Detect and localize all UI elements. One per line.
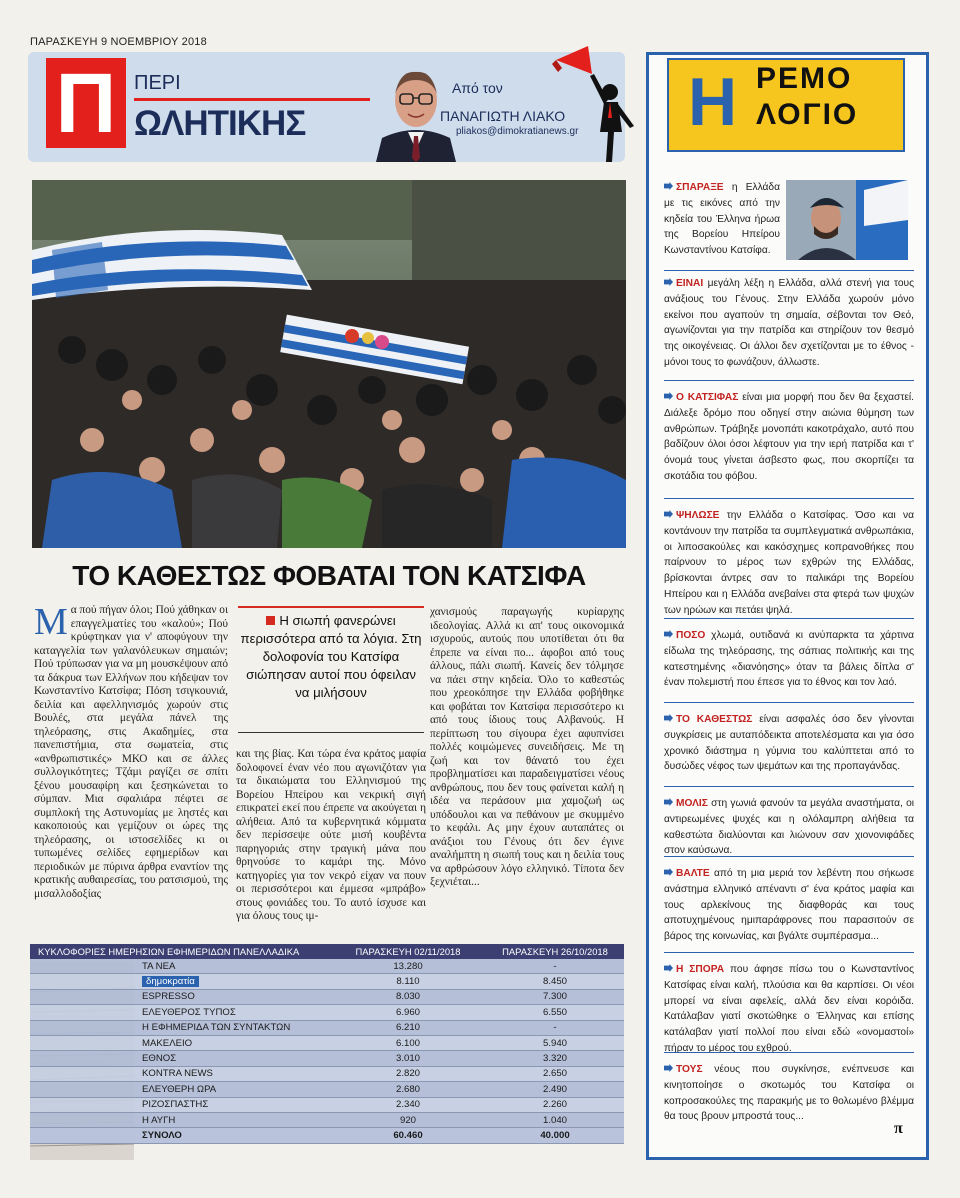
sidebar-item-text: από τη μια μεριά τον λεβέντη που σήκωσε ανάστημα ελληνικό απέναντι σ' ένα κράτος μαφία και τους αρλεκίνους της διαφθοράς και τους αποτυχημένους ημιπαράφρονες που παρασιτούν σε βάρος της κοινωνίας, και βγάλτε συμπέρασμα... [664,868,914,943]
table-title: ΚΥΚΛΟΦΟΡΙΕΣ ΗΜΕΡΗΣΙΩΝ ΕΦΗΜΕΡΙΔΩΝ ΠΑΝΕΛΛΑΔΙΚΑ [30,944,330,959]
table-cell-value-a: 8.030 [330,989,486,1004]
sidebar-divider [664,270,914,271]
pull-quote-text: Η σιωπή φανερώνει περισσότερα από τα λόγια. Στη δολοφονία του Κατσίφα σιώπησαν αυτοί που όφειλαν να μιλήσουν [240,613,422,700]
sidebar-divider [664,1052,914,1053]
sidebar-item-text: την Ελλάδα ο Κατσίφας. Όσο και να κοντάνουν την πατρίδα τα συμπλεγματικά ανθρωπάκια, οι λιποσακούλες και κακόσχημες κοπρανοθήκες που παίρνουν το μέρος των εχθρών της Ελλάδας, βρίσκονται άντρες σαν το παλικάρι της Βορείου Ηπείρου και η Ελλάδα ανεβαίνει στα φτερά των ψυχών των ηρώων και πετάει ψηλά. [664,510,914,616]
column-title-line2: ΩΛΗΤΙΚΗΣ [134,104,306,143]
table-row [30,989,624,1004]
table-cell-name: KONTRA NEWS [30,1066,330,1081]
table-row [30,1020,624,1035]
table-cell-value-a: 2.820 [330,1066,486,1081]
column-email[interactable]: pliakos@dimokratianews.gr [456,126,579,137]
table-cell-name: Η ΕΦΗΜΕΡΙΔΑ ΤΩΝ ΣΥΝΤΑΚΤΩΝ [30,1020,330,1035]
table-total-row [30,1128,624,1143]
table-cell-value-b: 8.450 [486,974,624,989]
table-row [30,1082,624,1097]
table-row [30,1066,624,1081]
sidebar-title-line2: ΛΟΓΙΟ [756,98,859,131]
table-header-row [30,944,624,959]
sidebar-item-text: είναι μια μορφή που δεν θα ξεχαστεί. Διάλεξε δρόμο που οδηγεί στην αιώνια θύμηση των ανθρώπων. Τράβηξε μονοπάτι κακοτράχαλο, αυτό που βαδίζουν όλοι όσοι λέφτουν για την ιερή πατρίδα και τ' όνομά τους γίνεται άσβεστο φως, που σκορπίζει τα σκοτάδια του φόβου. [664,392,914,482]
sidebar-item [664,390,914,485]
table-row [30,1051,624,1066]
table-cell-value-b: 3.320 [486,1051,624,1066]
sidebar-item-text: στη γωνιά φανούν τα μεγάλα αναστήματα, οι αντιρεωμένες ψυχές και η ολόλαμπρη αλήθεια τα καθεστώτα διαλύονται και λιώνουν σαν χιονονιφάδες στον καύσωνα. [664,798,914,857]
circulation-grid [30,944,624,1144]
table-cell-value-a: 3.010 [330,1051,486,1066]
table-row [30,959,624,974]
pull-quote [238,606,424,733]
sidebar-logo-letter: Η [688,64,738,140]
table-row [30,1035,624,1050]
table-cell-value-b: 6.550 [486,1005,624,1020]
table-row [30,1097,624,1112]
table-col-b-header: ΠΑΡΑΣΚΕΥΗ 26/10/2018 [486,944,624,959]
sidebar-item-keyword: ΕΙΝΑΙ [664,278,703,289]
table-row [30,974,624,989]
sidebar-item [664,276,914,371]
table-cell-value-a: 6.210 [330,1020,486,1035]
table-cell-value-b: 7.300 [486,989,624,1004]
publisher-mark: π [894,1120,903,1137]
soldier-photo [786,180,908,260]
table-cell-name: Η ΑΥΓΗ [30,1112,330,1127]
table-total-b: 40.000 [486,1128,624,1143]
sidebar-item-text: χλωμά, ουτιδανά κι ανύπαρκτα τα χάρτινα είδωλα της τηλεόρασης, της σάπιας πολιτικής και της κατεστημένης «διανόησης» όταν τα βάλεις δίπλα σ' έναν πολεμιστή που έπεσε για το έθνος και τον λαό. [664,630,914,689]
sidebar-item-text: μεγάλη λέξη η Ελλάδα, αλλά στενή για τους ανάξιους του Γένους. Στην Ελλάδα χωρούν μόνο εκείνοι που αγαπούν τη σημαία, σέβονται τον Θεό, αγωνίζονται για την πατρίδα και στηρίζουν τον θεσμό της οικογένειας. Οι άλλοι δεν σχετίζονται με το έθνος - μόνοι τους το φωνάζουν, άλλωστε. [664,278,914,368]
table-total-label: ΣΥΝΟΛΟ [30,1128,330,1143]
table-cell-value-a: 13.280 [330,959,486,974]
table-cell-name [30,974,330,989]
sidebar-item-keyword: ΣΠΑΡΑΞΕ [664,182,724,193]
column-by-label: Από τον [452,80,503,96]
sidebar-divider [664,702,914,703]
circulation-table [30,944,624,1160]
pull-quote-marker-icon [266,616,275,625]
table-cell-name: ΕΛΕΥΘΕΡΟΣ ΤΥΠΟΣ [30,1005,330,1020]
issue-date: ΠΑΡΑΣΚΕΥΗ 9 ΝΟΕΜΒΡΙΟΥ 2018 [30,36,207,48]
sidebar-item-keyword: ΠΟΣΟ [664,630,705,641]
sidebar-divider [664,380,914,381]
sidebar-divider [664,618,914,619]
sidebar-item [664,180,780,259]
table-cell-value-a: 2.680 [330,1082,486,1097]
column-title-line1: ΠΕΡΙ [134,72,181,94]
sidebar-item [664,628,914,691]
table-cell-value-b: 2.260 [486,1097,624,1112]
sidebar-item [664,796,914,859]
table-cell-name: ΜΑΚΕΛΕΙΟ [30,1035,330,1050]
sidebar-item [664,712,914,775]
table-row [30,1112,624,1127]
sidebar-item [664,962,914,1057]
table-cell-value-b: 2.490 [486,1082,624,1097]
sidebar-item [664,1062,914,1125]
table-cell-name: ESPRESSO [30,989,330,1004]
table-col-a-header: ΠΑΡΑΣΚΕΥΗ 02/11/2018 [330,944,486,959]
article-column-3: χανισμούς παραγωγής κυρίαρχης ιδεολογίας. Αλλά κι απ' τους οικονομικά ισχυρούς, αυτούς που υποτίθεται ότι θα έπρεπε να είναι πο... άφοβοι από τους άλλους, πάλι σιωπή. Κανείς δεν τόλμησε να πάει στην κηδεία. Όλο το καθεστώς που χρεοκόπησε την Ελλάδα φοβήθηκε και φοβάται τον Κατσίφα περισσότερο κι από τους ίδιους τους Αλβανούς. Η περίπτωση του σίγουρα έχει αφυπνίσει πολλές κοιμώμενες συνειδήσεις. Με τη ζωή και τον θάνατό του έχει προβληματίσει και παραδειγματίσει νέους ανθρώπους, που δεν τους φαίνεται καλή η ιδέα να περάσουν μια χαμοζωή ως υπόδουλοι και να πεθάνουν με σκυμμένο το κεφάλι. Ας μην έχουν αυταπάτες οι ανάξιοι του Γένους ότι δεν έγινε αναλήμπτη η σιωπή τους και η δειλία τους να αρθρώσουν λόγο ελληνικό. Τίποτα δεν ξεχνιέται... [430,606,624,888]
publication-badge: δημοκρατία [142,976,199,987]
table-cell-value-b: 5.940 [486,1035,624,1050]
sidebar-item-keyword: Ο ΚΑΤΣΙΦΑΣ [664,392,738,403]
sidebar-item-keyword: ΜΟΛΙΣ [664,798,708,809]
sidebar-item-text: νέους που συγκίνησε, ενέπνευσε και κινητοποίησε ο σκοτωμός του Κατσίφα οι κοπροσακούλες της παρακμής με το θολωμένο βλέμμα θα τους βρουν μπροστά τους... [664,1064,914,1123]
sidebar-item-text: είναι ασφαλές όσο δεν γίνονται συγκρίσεις με αυταπόδεικτα αποτελέσματα και για όσο χρονικό διάστημα η γύμνια του καλύπτεται από το δυσώδες νέφος των ψεμάτων και της προπαγάνδας. [664,714,914,773]
funeral-photo [32,180,626,548]
sidebar-item-keyword: ΒΑΛΤΕ [664,868,710,879]
sidebar-item-keyword: ΤΟ ΚΑΘΕΣΤΩΣ [664,714,752,725]
article-column-2: και της βίας. Και τώρα ένα κράτος μαφία δολοφονεί έναν νέο που αγωνιζόταν για τα δικαιώματα του Ελληνισμού της Βορείου Ηπείρου και νεκρική σιγή επικρατεί εκεί που έπρεπε να ακούγεται η αλήθεια. Από τα κυβερνητικά κόμματα δεν περίσσεψε ούτε μισή κουβέντα παρηγοριάς στην τραγική μάνα που θρηνούσε το καμάρι της. Μόνο κατηγορίες για τον νεκρό είχαν να πουν οι περισσότεροι και έμμεσα «μπράβο» στους φονιάδες του. Το αυτό ίσχυσε και για όλους τους ιμ- [236,748,426,922]
sidebar-item-text: που άφησε πίσω του ο Κωνσταντίνος Κατσίφας είναι καλή, πλούσια και θα καρπίσει. Οι νέοι μπορεί να είναι αφελείς, αλλά δεν είναι κορόιδα. Κατάλαβαν γιατί σκοτώθηκε ο Έλληνας και επίσης κατάλαβαν γιατί πολλοί που είναι εδώ «ονομαστοί» πήραν το μέρος του εχθρού. [664,964,914,1054]
table-cell-value-a: 8.110 [330,974,486,989]
table-cell-name: ΕΘΝΟΣ [30,1051,330,1066]
sidebar-item [664,508,914,619]
table-cell-value-b: 2.650 [486,1066,624,1081]
sidebar-divider [664,498,914,499]
table-row [30,1005,624,1020]
table-cell-name: ΡΙΖΟΣΠΑΣΤΗΣ [30,1097,330,1112]
column-author: ΠΑΝΑΓΙΩΤΗ ΛΙΑΚΟ [440,108,566,124]
table-cell-value-a: 2.340 [330,1097,486,1112]
table-cell-name: ΤΑ ΝΕΑ [30,959,330,974]
article-column-1-text: α πού πήγαν όλοι; Πού χάθηκαν οι επαγγελματίες του «καλού»; Πού κρύφτηκαν για ν' αποφύγουν την καταγγελία των γαλανόλευκων σημαιών; Πού τρύπωσαν για να μη μουσκέψουν από τα δάκρυα των Ελλήνων που κήδεψαν τον Κωνσταντίνο Κατσίφα; Πόση τσιγκουνιά, δειλία και αφελληνισμός χωρούν στις Βουλές, στα μεγάλα πάνελ της τηλεόρασης, στις Ακαδημίες, στα πανεπιστήμια, στα σωματεία, στις «ανθρωπιστικές» ΜΚΟ και σε άλλες συλλογικότητες; Τζάμι ραγίζει σε σπίτι ξένου μουσαφίρη και ξεσηκώνεται το σύμπαν. Μια σφαλιάρα πέφτει σε συμπλοκή της Αστυνομίας με ληστές και κακοποιούς και γεμίζουν οι ώρες της τηλεόρασης, οι ιστοσελίδες κι οι τυπωμένες σελίδες εφημερίδων και περιοδικών με πύρινα άρθρα εναντίον της κρατικής αυθαιρεσίας, του ρατσισμού, της μισαλλοδοξίας [34,604,228,900]
sidebar-divider [664,856,914,857]
sidebar-item-keyword: Η ΣΠΟΡΑ [664,964,724,975]
table-cell-value-b: - [486,1020,624,1035]
sidebar-item [664,866,914,945]
sidebar-divider [664,952,914,953]
table-total-a: 60.460 [330,1128,486,1143]
table-cell-name: ΕΛΕΥΘΕΡΗ ΩΡΑ [30,1082,330,1097]
table-cell-value-a: 6.960 [330,1005,486,1020]
sidebar-item-keyword: ΤΟΥΣ [664,1064,703,1075]
sidebar-item-text: η Ελλάδα με τις εικόνες από την κηδεία του Έλληνα ήρωα της Βορείου Ηπείρου Κωνσταντίνου Κατσίφα. [664,182,780,257]
article-column-1 [34,601,228,901]
article-dropcap: Μ [34,601,68,643]
column-title-rule [134,98,370,101]
table-cell-value-a: 6.100 [330,1035,486,1050]
column-logo-letter: Π [46,58,126,148]
sidebar-title-line1: ΡΕΜΟ [756,62,853,95]
article-headline: ΤΟ ΚΑΘΕΣΤΩΣ ΦΟΒΑΤΑΙ ΤΟΝ ΚΑΤΣΙΦΑ [72,560,586,591]
table-cell-value-b: - [486,959,624,974]
megaphone-figure-icon [548,40,638,165]
sidebar-item-keyword: ΨΗΛΩΣΕ [664,510,719,521]
table-cell-value-b: 1.040 [486,1112,624,1127]
sidebar-divider [664,786,914,787]
table-cell-value-a: 920 [330,1112,486,1127]
